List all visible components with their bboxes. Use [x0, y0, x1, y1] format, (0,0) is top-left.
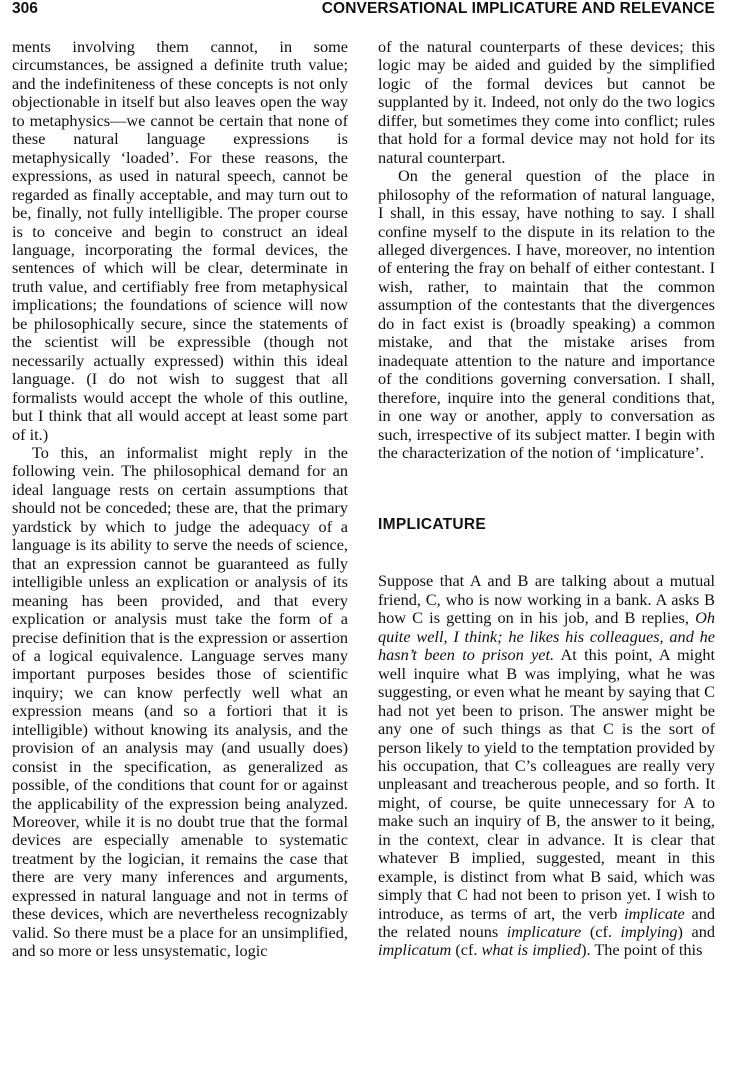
italic-term: implicate	[624, 903, 685, 923]
right-column	[378, 38, 715, 960]
text-run: (cf.	[581, 922, 621, 942]
text-run: and the related nouns	[378, 903, 716, 942]
paragraph-continued: ments involving them cannot, in some circumstances, be assigned a definite truth value; and the indefiniteness of these concepts is not only objectionable in itself but also leaves open the way to metaphysics—we cannot be certain that none of these natural language expressions is metaphysically ‘loaded’. For these reasons, the expressions, as used in natural speech, cannot be regarded as finally acceptable, and may turn out to be, finally, not fully intelligible. The proper course is to conceive and begin to construct an ideal language, incorporating the formal devices, the sentences of which will be clear, determinate in truth value, and certifiably free from metaphysical implications; the foundations of science will now be philosophically secure, since the statements of the scientist will be expressible (though not necessarily actually expressed) within this ideal language. (I do not wish to suggest that all formalists would accept the whole of this outline, but I think that all would accept at least some part of it.)	[12, 37, 348, 444]
paragraph-general-question: On the general question of the place in philosophy of the reformation of natural language, I shall, in this essay, have nothing to say. I shall confine myself to the dispute in its relation to the alleged divergences. I have, moreover, no intention of entering the fray on behalf of either contestant. I wish, rather, to maintain that the common assumption of the contestants that the divergences do in fact exist is (broadly speaking) a common mistake, and that the mistake arises from inadequate attention to the nature and importance of the conditions governing conversation. I shall, therefore, inquire into the general conditions that, in one way or another, apply to conversation as such, irrespective of its subject matter. I begin with the characterization of the notion of ‘implicature’.	[378, 166, 715, 462]
page-number: 306	[12, 0, 38, 17]
text-run: (cf.	[451, 940, 482, 960]
running-title: CONVERSATIONAL IMPLICATURE AND RELEVANCE	[321, 0, 715, 17]
paragraph-implicature-example	[378, 572, 715, 960]
section-heading-implicature: IMPLICATURE	[378, 516, 487, 534]
paragraph-natural-counterparts: of the natural counterparts of these devices; this logic may be aided and guided by the simplified logic of the formal devices but cannot be supplanted by it. Indeed, not only do the two logics differ, but sometimes they come into conflict; rules that hold for a formal device may not hold for its natural counterpart.	[378, 37, 715, 167]
text-run: ) and	[677, 922, 716, 942]
italic-term: implying	[620, 922, 678, 942]
running-head	[12, 0, 715, 26]
paragraph-informalist-reply: To this, an informalist might reply in the following vein. The philosophical demand for an ideal language rests on certain assumptions that should not be conceded; these are, that the primary yardstick by which to judge the adequacy of a language is its ability to serve the needs of science, that an expression cannot be guaranteed as fully intelligible unless an explication or analysis of its meaning has been provided, and that every explication or analysis must take the form of a precise definition that is the expression or assertion of a logical equivalence. Language serves many important purposes besides those of scientific inquiry; we can know perfectly well what an expression means (and so a fortiori that it is intelligible) without knowing its analysis, and the provision of an analysis may (and usually does) consist in the specification, as generalized as possible, of the conditions that count for or against the applicability of the expression being analyzed. Moreover, while it is no doubt true that the formal devices are especially amenable to systematic treatment by the logician, it remains the case that there are very many inferences and arguments, expressed in natural language and not in terms of these devices, which are nevertheless recognizably valid. So there must be a place for an unsimplified, and so more or less unsystematic, logic	[12, 442, 348, 961]
italic-quote: Oh quite well, I think; he likes his colleagues, and he hasn’t been to prison yet.	[378, 608, 715, 665]
left-column	[12, 38, 348, 961]
text-run: At this point, A might well inquire what B was implying, what he was suggesting, or even what he meant by saying that C had not yet been to prison. The answer might be any one of such things as that C is the sort of person likely to yield to the temptation provided by his occupation, that C’s colleagues are really very unpleasant and treacherous people, and so forth. It might, of course, be quite unnecessary for A to make such an inquiry of B, the answer to it being, in the context, clear in advance. It is clear that whatever B implied, suggested, meant in this example, is distinct from what B said, which was simply that C had not been to prison yet. I wish to introduce, as terms of art, the verb	[378, 645, 716, 923]
text-run: Suppose that A and B are talking about a mutual friend, C, who is now working in a bank. A asks B how C is getting on in his job, and B replies,	[378, 571, 715, 628]
italic-term: implicature	[506, 922, 582, 942]
italic-term: implicatum	[378, 940, 452, 960]
italic-term: what is implied	[481, 940, 582, 960]
text-run: ). The point of this	[581, 940, 703, 960]
